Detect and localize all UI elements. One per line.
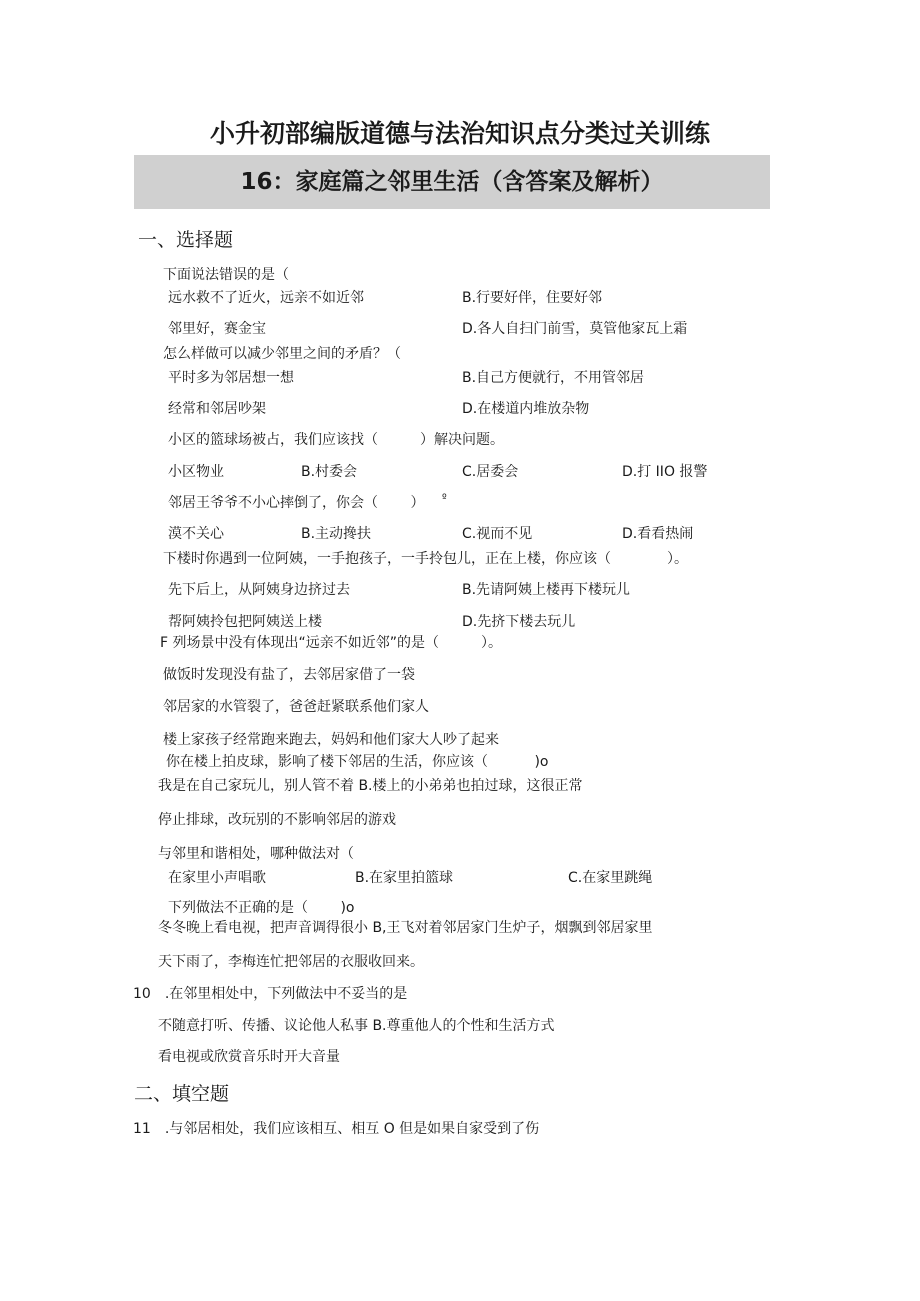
- option-d: D.在楼道内堆放杂物: [462, 401, 590, 417]
- option-b: 邻居家的水管裂了，爸爸赶紧联系他们家人: [163, 699, 429, 715]
- option-a: 平时多为邻居想一想: [168, 370, 294, 386]
- question-7: 你在楼上拍皮球，影响了楼下邻居的生活，你应该（ )o: [166, 754, 549, 770]
- option-a: 小区物业: [168, 464, 224, 480]
- section-heading-choice: 一、选择题: [138, 229, 234, 251]
- question-3: 小区的篮球场被占，我们应该找（ ）解决问题。: [168, 432, 504, 448]
- option-b: B.行要好伴，住要好邻: [462, 290, 603, 306]
- question-9: 下列做法不正确的是（ )o: [168, 900, 355, 916]
- question-1: 下面说法错误的是（: [163, 267, 289, 283]
- question-6: F 列场景中没有体现出“远亲不如近邻”的是（ ）。: [160, 635, 503, 651]
- option-c: 邻里好，赛金宝: [168, 321, 266, 337]
- option-a: 漠不关心: [168, 526, 224, 542]
- option-a-b: 我是在自己家玩儿，别人管不着 B.楼上的小弟弟也拍过球，这很正常: [158, 778, 583, 794]
- option-c: 经常和邻居吵架: [168, 401, 266, 417]
- option-c: 天下雨了，李梅连忙把邻居的衣服收回来。: [158, 954, 424, 970]
- option-a: 在家里小声唱歌: [168, 870, 266, 886]
- document-title: 小升初部编版道德与法治知识点分类过关训练: [209, 119, 710, 148]
- option-c: C.在家里跳绳: [568, 870, 653, 886]
- option-c: 停止排球，改玩别的不影响邻居的游戏: [158, 812, 396, 828]
- option-d: D.先挤下楼去玩儿: [462, 614, 576, 630]
- option-b: B.主动搀扶: [301, 526, 372, 542]
- option-b: B.在家里拍篮球: [355, 870, 454, 886]
- document-subtitle: 16：家庭篇之邻里生活（含答案及解析）: [240, 169, 664, 195]
- option-d: D.打 IIO 报警: [622, 464, 708, 480]
- option-a-b: 冬冬晚上看电视，把声音调得很小 B,王飞对着邻居家门生炉子，烟飘到邻居家里: [158, 920, 653, 936]
- question-4-mark: º: [442, 493, 447, 504]
- option-a: 做饭时发现没有盐了，去邻居家借了一袋: [163, 667, 415, 683]
- section-heading-fill: 二、填空题: [134, 1083, 230, 1105]
- option-b: B.村委会: [301, 464, 358, 480]
- question-2: 怎么样做可以减少邻里之间的矛盾？（: [163, 346, 401, 362]
- option-c: 楼上家孩子经常跑来跑去，妈妈和他们家大人吵了起来: [163, 732, 499, 748]
- subtitle-banner: [134, 155, 770, 209]
- option-d: D.看看热闹: [622, 526, 694, 542]
- question-10: 10 .在邻里相处中，下列做法中不妥当的是: [133, 986, 408, 1002]
- option-a: 先下后上，从阿姨身边挤过去: [168, 582, 350, 598]
- option-c: C.视而不见: [462, 526, 533, 542]
- option-b: B.先请阿姨上楼再下楼玩儿: [462, 582, 631, 598]
- option-a: 远水救不了近火，远亲不如近邻: [168, 290, 364, 306]
- option-c: 帮阿姨拎包把阿姨送上楼: [168, 614, 322, 630]
- option-c: C.居委会: [462, 464, 519, 480]
- option-a-b: 不随意打听、传播、议论他人私事 B.尊重他人的个性和生活方式: [158, 1018, 555, 1034]
- question-11: 11 .与邻居相处，我们应该相互、相互 O 但是如果自家受到了伤: [133, 1121, 540, 1137]
- option-b: B.自己方便就行，不用管邻居: [462, 370, 645, 386]
- option-d: D.各人自扫门前雪，莫管他家瓦上霜: [462, 321, 688, 337]
- option-c: 看电视或欣赏音乐时开大音量: [158, 1049, 340, 1065]
- question-4: 邻居王爷爷不小心摔倒了，你会（ ）: [168, 495, 425, 511]
- question-5: 下楼时你遇到一位阿姨，一手抱孩子，一手拎包儿，正在上楼，你应该（ ）。: [163, 551, 688, 567]
- question-8: 与邻里和谐相处，哪种做法对（: [158, 846, 354, 862]
